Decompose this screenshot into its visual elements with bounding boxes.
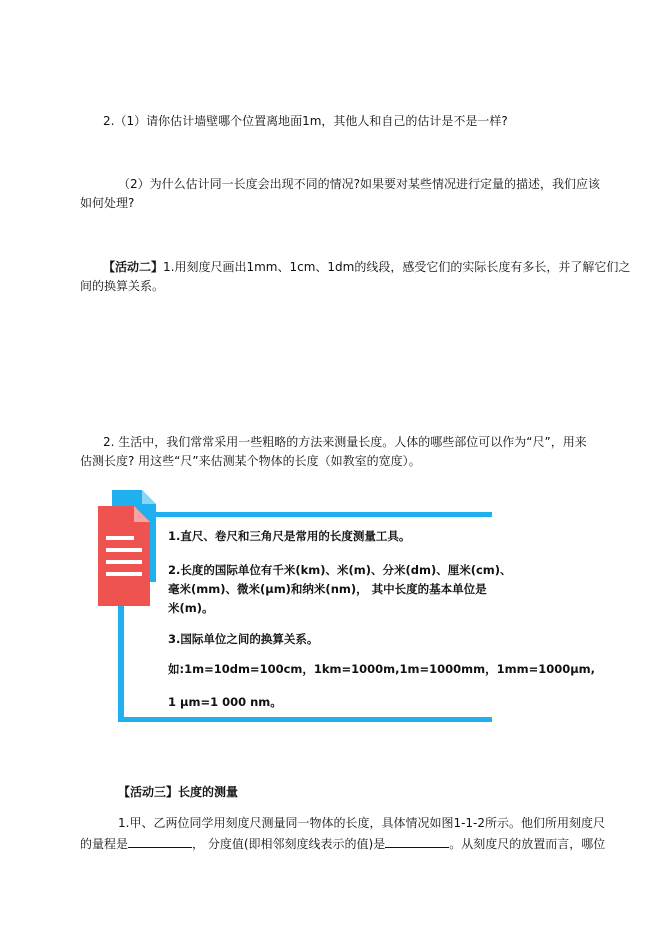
callout-bottom-bar bbox=[118, 717, 492, 722]
activity-3-line-2-part-a: 的量程是 bbox=[80, 837, 129, 851]
callout-point-1: 1.直尺、卷尺和三角尺是常用的长度测量工具。 bbox=[168, 529, 411, 543]
activity-2-line-2: 间的换算关系。 bbox=[80, 279, 165, 293]
activity-2-tag: 【活动二】 bbox=[103, 260, 164, 274]
division-answer-blank[interactable] bbox=[385, 835, 449, 848]
activity-2-text: 1.用刻度尺画出1mm、1cm、1dm的线段，感受它们的实际长度有多长，并了解它们之 bbox=[163, 260, 631, 274]
range-answer-blank[interactable] bbox=[128, 835, 192, 848]
life-question-line-1: 2. 生活中，我们常常采用一些粗略的方法来测量长度。人体的哪些部位可以作为“尺”，用来 bbox=[103, 435, 587, 449]
activity-3-line-2-part-c: 。从刻度尺的放置而言，哪位 bbox=[449, 837, 606, 851]
callout-point-3: 3.国际单位之间的换算关系。 bbox=[168, 632, 319, 646]
activity-3-line-2 bbox=[80, 835, 605, 852]
callout-top-bar bbox=[118, 512, 492, 517]
question-2-part-2-line-1: （2）为什么估计同一长度会出现不同的情况?如果要对某些情况进行定量的描述，我们应该 bbox=[118, 177, 601, 191]
callout-point-2-line-2: 毫米(mm)、微米(μm)和纳米(nm)， 其中长度的基本单位是 bbox=[168, 582, 487, 596]
activity-3-line-1: 1.甲、乙两位同学用刻度尺测量同一物体的长度，具体情况如图1-1-2所示。他们所用刻度尺 bbox=[118, 816, 606, 830]
activity-2-line-1 bbox=[103, 259, 630, 275]
activity-3-title: 【活动三】长度的测量 bbox=[118, 785, 239, 799]
callout-example-line-1: 如:1m=10dm=100cm，1km=1000m,1m=1000mm，1mm=1000μm, bbox=[168, 662, 596, 676]
life-question-line-2: 估测长度? 用这些“尺”来估测某个物体的长度（如教室的宽度）。 bbox=[80, 454, 421, 468]
document-icon bbox=[96, 490, 160, 608]
callout-example-line-2: 1 μm=1 000 nm。 bbox=[168, 695, 282, 709]
question-2-part-2-line-2: 如何处理? bbox=[80, 196, 135, 210]
callout-point-2-line-3: 米(m)。 bbox=[168, 601, 214, 615]
question-2-part-1: 2.（1）请你估计墙壁哪个位置离地面1m，其他人和自己的估计是不是一样? bbox=[103, 114, 508, 128]
callout-point-2-line-1: 2.长度的国际单位有千米(km)、米(m)、分米(dm)、厘米(cm)、 bbox=[168, 563, 512, 577]
activity-3-line-2-part-b: ， 分度值(即相邻刻度线表示的值)是 bbox=[192, 837, 386, 851]
